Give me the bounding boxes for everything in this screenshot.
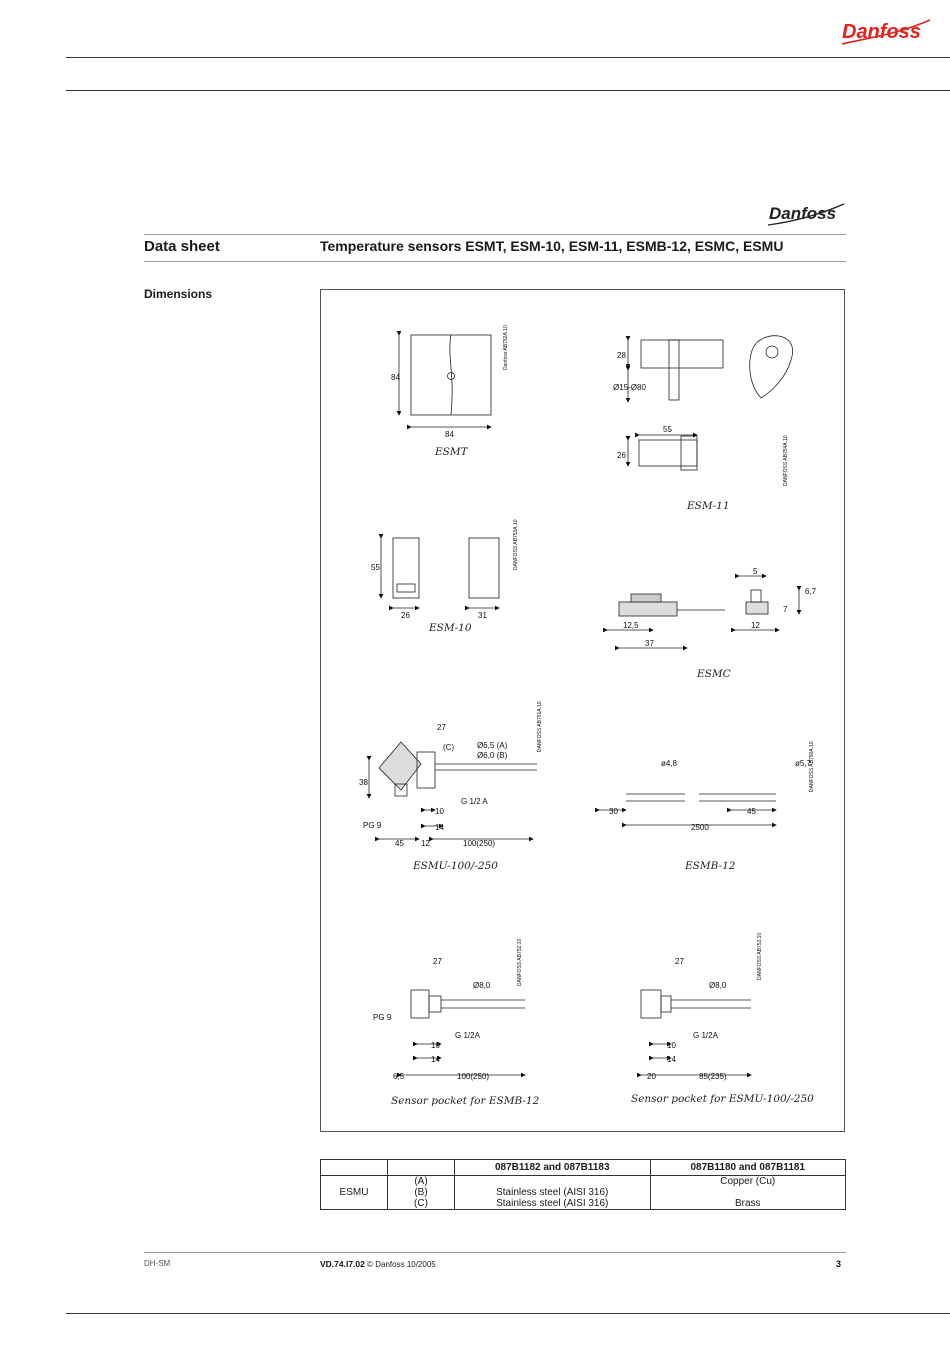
material-col-a-cell bbox=[455, 1176, 651, 1210]
dim-esmc-7: 7 bbox=[783, 605, 788, 614]
material-a-variant-a bbox=[459, 1176, 646, 1187]
dim-esm11-dia: Ø15-Ø80 bbox=[613, 383, 646, 392]
dim-pocketu-thread: G 1/2A bbox=[693, 1031, 718, 1040]
dim-esmu-27: 27 bbox=[437, 723, 446, 732]
dim-esmu-length: 100(250) bbox=[463, 839, 496, 848]
dim-esm11-28: 28 bbox=[617, 351, 626, 360]
dim-esmc-37: 37 bbox=[645, 639, 654, 648]
dim-esmu-10: 10 bbox=[435, 807, 444, 816]
material-col-b-cell bbox=[650, 1176, 846, 1210]
dim-pocketb-dia: Ø8,0 bbox=[473, 981, 491, 990]
material-a-variant-b: Stainless steel (AISI 316) bbox=[496, 1187, 609, 1198]
footer-left: DH-SM bbox=[144, 1259, 171, 1268]
footer-doc-number: VD.74.I7.02 bbox=[320, 1259, 365, 1269]
svg-text:Danfoss: Danfoss bbox=[842, 21, 921, 43]
dimensions-frame bbox=[320, 289, 845, 1132]
dim-esm10-31: 31 bbox=[478, 611, 487, 620]
dimension-labels bbox=[359, 351, 817, 1081]
table-header-row bbox=[321, 1160, 846, 1176]
section-dimensions-label: Dimensions bbox=[144, 287, 213, 301]
top-rule bbox=[66, 57, 950, 58]
dim-pocketu-10: 10 bbox=[667, 1041, 676, 1050]
variant-b: (B) bbox=[414, 1187, 428, 1198]
doc-type-title: Data sheet bbox=[144, 238, 220, 255]
footer-rule bbox=[144, 1252, 846, 1253]
dim-esmb-57: ø5,7 bbox=[795, 759, 812, 768]
dim-pocketb-pg9: PG 9 bbox=[373, 1013, 392, 1022]
materials-table bbox=[320, 1159, 846, 1210]
caption-pocket-esmu: Sensor pocket for ESMU-100/-250 bbox=[631, 1093, 814, 1105]
dim-esmu-38: 38 bbox=[359, 778, 368, 787]
dim-pocketb-14: 14 bbox=[431, 1055, 440, 1064]
dim-pocketb-length: 100(250) bbox=[457, 1072, 490, 1081]
dim-pocketb-thread: G 1/2A bbox=[455, 1031, 480, 1040]
dim-esmc-67: 6,7 bbox=[805, 587, 817, 596]
dim-pocketb-10: 10 bbox=[431, 1041, 440, 1050]
table-header-col-b: 087B1180 and 087B1181 bbox=[650, 1160, 846, 1176]
dim-esmb-2500: 2500 bbox=[691, 823, 709, 832]
dim-esmu-14: 14 bbox=[435, 823, 444, 832]
caption-esmc: ESMC bbox=[697, 668, 731, 680]
dim-esmt-height: 84 bbox=[391, 373, 400, 382]
table-header-col-a: 087B1182 and 087B1183 bbox=[455, 1160, 651, 1176]
danfoss-logo-inner bbox=[766, 198, 846, 228]
dim-esm10-26: 26 bbox=[401, 611, 410, 620]
code-esmt: Danfoss AB752A.10 bbox=[503, 325, 509, 370]
dim-pocketu-27: 27 bbox=[675, 957, 684, 966]
header-rule-bottom bbox=[144, 261, 846, 262]
table-row bbox=[321, 1176, 846, 1210]
danfoss-logo bbox=[838, 14, 934, 48]
dim-esmt-width: 84 bbox=[445, 430, 454, 439]
table-header-blank bbox=[321, 1160, 388, 1176]
bottom-rule bbox=[66, 1313, 950, 1314]
dim-esmc-5: 5 bbox=[753, 567, 758, 576]
product-title: Temperature sensors ESMT, ESM-10, ESM-11, ESMB-12, ESMC, ESMU bbox=[320, 238, 784, 254]
material-b-variant-b bbox=[655, 1187, 842, 1198]
dim-esmb-30: 30 bbox=[609, 807, 618, 816]
dim-esmc-12: 12 bbox=[751, 621, 760, 630]
variant-cell bbox=[388, 1176, 455, 1210]
page-number: 3 bbox=[836, 1259, 842, 1269]
code-esmu: DANFOSS AB751A.10 bbox=[537, 701, 543, 752]
dim-pocketu-14: 14 bbox=[667, 1055, 676, 1064]
caption-esmb12: ESMB-12 bbox=[685, 860, 736, 872]
second-rule bbox=[66, 90, 950, 91]
caption-pocket-esmb: Sensor pocket for ESMB-12 bbox=[391, 1095, 540, 1107]
material-b-variant-c: Brass bbox=[734, 1198, 761, 1209]
material-b-variant-a: Copper (Cu) bbox=[720, 1176, 776, 1187]
material-a-variant-c: Stainless steel (AISI 316) bbox=[496, 1198, 609, 1209]
dim-esmu-thread: G 1/2 A bbox=[461, 797, 488, 806]
code-esmb12: DANFOSS AB750A.10 bbox=[809, 741, 815, 792]
drawing-codes bbox=[503, 325, 815, 986]
variant-a: (A) bbox=[414, 1176, 428, 1187]
dim-pocketb-27: 27 bbox=[433, 957, 442, 966]
header-rule-top bbox=[144, 234, 846, 235]
dim-pocketb-65: 6,5 bbox=[393, 1072, 405, 1081]
dim-esm10-55: 55 bbox=[371, 563, 380, 572]
dim-esm11-55: 55 bbox=[663, 425, 672, 434]
caption-esm11: ESM-11 bbox=[687, 500, 730, 512]
footer-doc-code bbox=[320, 1259, 436, 1269]
row-label-esmu: ESMU bbox=[321, 1176, 388, 1210]
dim-esmu-12: 12 bbox=[421, 839, 430, 848]
dim-esmu-c: (C) bbox=[443, 743, 455, 752]
dim-esmb-48: ø4,8 bbox=[661, 759, 678, 768]
code-pocket-esmu: DANFOSS AB753.10 bbox=[757, 932, 763, 980]
dimension-drawings bbox=[321, 290, 844, 1131]
dim-esmu-b: Ø6,0 (B) bbox=[477, 751, 508, 760]
dim-pocketu-dia: Ø8,0 bbox=[709, 981, 727, 990]
dim-esmu-a: Ø6,5 (A) bbox=[477, 741, 508, 750]
dim-esmb-45: 45 bbox=[747, 807, 756, 816]
dim-esmu-pg9: PG 9 bbox=[363, 821, 382, 830]
caption-esmu: ESMU-100/-250 bbox=[413, 860, 498, 872]
code-esm10: DANFOSS AB753A.10 bbox=[513, 519, 519, 570]
caption-esm10: ESM-10 bbox=[429, 622, 472, 634]
dim-esmu-45: 45 bbox=[395, 839, 404, 848]
dim-pocketu-20: 20 bbox=[647, 1072, 656, 1081]
caption-esmt: ESMT bbox=[435, 446, 468, 458]
variant-c: (C) bbox=[414, 1198, 428, 1209]
svg-text:Danfoss: Danfoss bbox=[769, 204, 837, 223]
dim-esmc-125: 12,5 bbox=[623, 621, 639, 630]
table-header-blank-2 bbox=[388, 1160, 455, 1176]
code-esm11: DANFOSS AB754A.10 bbox=[783, 435, 789, 486]
footer-copyright: © Danfoss 10/2005 bbox=[367, 1260, 436, 1269]
dim-pocketu-length: 85(235) bbox=[699, 1072, 727, 1081]
code-pocket-esmb: DANFOSS AB752.10 bbox=[517, 938, 523, 986]
dim-esm11-26: 26 bbox=[617, 451, 626, 460]
